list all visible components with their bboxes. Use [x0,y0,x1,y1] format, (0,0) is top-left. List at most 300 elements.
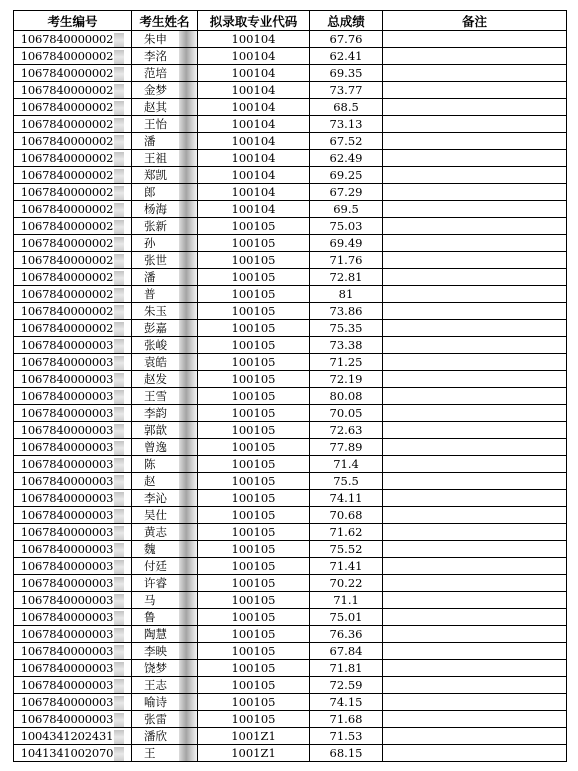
remarks [383,303,567,320]
candidate-name: 许睿 [144,576,167,590]
candidate-name-cell [132,541,198,558]
candidate-name: 饶梦 [144,661,167,675]
candidate-id-cell [14,184,132,201]
candidate-name-cell [132,694,198,711]
redaction-mask [114,84,124,98]
total-score: 72.81 [310,269,383,286]
total-score: 73.38 [310,337,383,354]
candidate-id-cell [14,728,132,745]
candidate-name-cell [132,150,198,167]
major-code: 100105 [198,592,310,609]
remarks [383,490,567,507]
remarks [383,524,567,541]
candidate-name-cell [132,218,198,235]
total-score: 69.25 [310,167,383,184]
candidate-id: 1067840000002 [20,321,114,335]
redaction-mask [114,458,124,472]
redaction-mask [179,405,197,421]
candidate-name: 王 [144,746,156,760]
candidate-id-cell [14,116,132,133]
redaction-mask [179,354,197,370]
candidate-id-cell [14,490,132,507]
header-remarks: 备注 [383,11,567,31]
remarks [383,354,567,371]
candidate-id-cell [14,354,132,371]
redaction-mask [179,48,197,64]
major-code: 100105 [198,711,310,728]
total-score: 76.36 [310,626,383,643]
redaction-mask [114,611,124,625]
candidate-id: 1067840000003 [20,593,114,607]
remarks [383,269,567,286]
redaction-mask [179,252,197,268]
remarks [383,371,567,388]
redaction-mask [114,254,124,268]
redaction-mask [114,543,124,557]
candidate-id: 1067840000002 [20,134,114,148]
candidate-id: 1067840000002 [20,100,114,114]
remarks [383,99,567,116]
candidate-name-cell [132,303,198,320]
redaction-mask [114,390,124,404]
table-row [14,133,567,150]
total-score: 71.4 [310,456,383,473]
redaction-mask [114,186,124,200]
candidate-id: 1067840000003 [20,389,114,403]
redaction-mask [179,201,197,217]
redaction-mask [179,728,197,744]
major-code: 100104 [198,133,310,150]
table-row [14,99,567,116]
candidate-name: 郑凯 [144,168,167,182]
remarks [383,31,567,48]
candidate-id-cell [14,48,132,65]
redaction-mask [114,594,124,608]
total-score: 67.52 [310,133,383,150]
candidate-id: 1067840000002 [20,287,114,301]
redaction-mask [114,441,124,455]
header-major-code: 拟录取专业代码 [198,11,310,31]
redaction-mask [114,237,124,251]
major-code: 100105 [198,694,310,711]
table-row [14,31,567,48]
redaction-mask [179,65,197,81]
total-score: 67.76 [310,31,383,48]
candidate-id-cell [14,201,132,218]
table-header-row [14,11,567,31]
redaction-mask [179,456,197,472]
candidate-name-cell [132,184,198,201]
total-score: 68.5 [310,99,383,116]
candidate-id-cell [14,65,132,82]
redaction-mask [179,371,197,387]
table-row [14,286,567,303]
remarks [383,235,567,252]
redaction-mask [114,424,124,438]
candidate-id: 1067840000003 [20,678,114,692]
candidate-id: 1067840000003 [20,542,114,556]
total-score: 69.5 [310,201,383,218]
remarks [383,337,567,354]
candidate-id: 1067840000003 [20,661,114,675]
table-row [14,711,567,728]
total-score: 72.19 [310,371,383,388]
candidate-id: 1067840000002 [20,117,114,131]
candidate-id: 1067840000003 [20,508,114,522]
remarks [383,184,567,201]
candidate-id: 1067840000003 [20,525,114,539]
candidate-name: 袁皓 [144,355,167,369]
candidate-id: 1067840000002 [20,202,114,216]
candidate-name: 张雷 [144,712,167,726]
candidate-id-cell [14,558,132,575]
redaction-mask [114,50,124,64]
total-score: 75.5 [310,473,383,490]
remarks [383,405,567,422]
redaction-mask [114,492,124,506]
candidate-name: 黄志 [144,525,167,539]
candidate-name-cell [132,116,198,133]
redaction-mask [179,303,197,319]
table-row [14,65,567,82]
major-code: 100104 [198,184,310,201]
candidate-id: 1067840000002 [20,219,114,233]
candidate-name: 赵其 [144,100,167,114]
candidate-name: 孙 [144,236,156,250]
candidate-id: 1067840000003 [20,423,114,437]
candidate-name: 金梦 [144,83,167,97]
major-code: 100105 [198,422,310,439]
candidate-name: 彭嘉 [144,321,167,335]
redaction-mask [114,322,124,336]
total-score: 74.11 [310,490,383,507]
redaction-mask [114,696,124,710]
candidate-name-cell [132,677,198,694]
candidate-name-cell [132,65,198,82]
remarks [383,65,567,82]
remarks [383,541,567,558]
candidate-name-cell [132,507,198,524]
redaction-mask [179,694,197,710]
remarks [383,320,567,337]
table-row [14,150,567,167]
table-row [14,524,567,541]
table-row [14,184,567,201]
table-row [14,745,567,762]
candidate-id: 1067840000002 [20,151,114,165]
candidate-name-cell [132,473,198,490]
table-row [14,575,567,592]
table-row [14,116,567,133]
major-code: 100105 [198,660,310,677]
major-code: 100105 [198,677,310,694]
redaction-mask [179,745,197,761]
remarks [383,592,567,609]
table-row [14,558,567,575]
major-code: 100104 [198,82,310,99]
remarks [383,558,567,575]
total-score: 70.05 [310,405,383,422]
major-code: 100105 [198,439,310,456]
total-score: 71.25 [310,354,383,371]
major-code: 100105 [198,218,310,235]
total-score: 67.84 [310,643,383,660]
total-score: 81 [310,286,383,303]
candidate-name-cell [132,286,198,303]
redaction-mask [179,133,197,149]
redaction-mask [114,560,124,574]
table-row [14,337,567,354]
redaction-mask [179,184,197,200]
redaction-mask [114,305,124,319]
remarks [383,456,567,473]
major-code: 100105 [198,303,310,320]
candidate-id-cell [14,711,132,728]
redaction-mask [114,628,124,642]
redaction-mask [114,407,124,421]
candidate-name-cell [132,626,198,643]
table-body [14,31,567,762]
major-code: 1001Z1 [198,745,310,762]
total-score: 69.49 [310,235,383,252]
candidate-name-cell [132,660,198,677]
major-code: 100104 [198,201,310,218]
candidate-name-cell [132,558,198,575]
major-code: 100105 [198,643,310,660]
total-score: 75.52 [310,541,383,558]
table-row [14,303,567,320]
table-row [14,422,567,439]
remarks [383,575,567,592]
candidate-name-cell [132,337,198,354]
candidate-name-cell [132,745,198,762]
candidate-id: 1067840000003 [20,474,114,488]
total-score: 62.49 [310,150,383,167]
header-total-score: 总成绩 [310,11,383,31]
candidate-id-cell [14,218,132,235]
redaction-mask [179,82,197,98]
redaction-mask [179,473,197,489]
remarks [383,728,567,745]
major-code: 100105 [198,337,310,354]
candidate-name-cell [132,82,198,99]
redaction-mask [179,711,197,727]
candidate-name: 王雪 [144,389,167,403]
candidate-id: 1067840000003 [20,644,114,658]
candidate-name: 李沁 [144,491,167,505]
table-row [14,388,567,405]
total-score: 71.53 [310,728,383,745]
candidate-id-cell [14,320,132,337]
candidate-name: 郎 [144,185,156,199]
redaction-mask [179,218,197,234]
admission-score-table [13,10,567,762]
candidate-id-cell [14,524,132,541]
redaction-mask [179,167,197,183]
major-code: 100105 [198,558,310,575]
candidate-id: 1067840000003 [20,610,114,624]
total-score: 71.62 [310,524,383,541]
major-code: 100105 [198,388,310,405]
major-code: 100105 [198,473,310,490]
major-code: 100105 [198,490,310,507]
candidate-id-cell [14,422,132,439]
candidate-name: 付廷 [144,559,167,573]
table-row [14,677,567,694]
candidate-name: 马 [144,593,156,607]
candidate-id-cell [14,252,132,269]
candidate-name: 杨海 [144,202,167,216]
candidate-id-cell [14,303,132,320]
redaction-mask [114,33,124,47]
major-code: 100105 [198,320,310,337]
candidate-name: 潘 [144,270,156,284]
major-code: 100105 [198,575,310,592]
candidate-id-cell [14,694,132,711]
remarks [383,201,567,218]
total-score: 70.22 [310,575,383,592]
remarks [383,252,567,269]
candidate-name-cell [132,167,198,184]
total-score: 69.35 [310,65,383,82]
candidate-id-cell [14,235,132,252]
redaction-mask [114,509,124,523]
redaction-mask [179,286,197,302]
candidate-name: 张新 [144,219,167,233]
redaction-mask [179,31,197,47]
major-code: 1001Z1 [198,728,310,745]
candidate-id: 1067840000003 [20,372,114,386]
table-row [14,235,567,252]
remarks [383,694,567,711]
candidate-name: 李映 [144,644,167,658]
candidate-id-cell [14,626,132,643]
candidate-name-cell [132,99,198,116]
remarks [383,150,567,167]
candidate-name: 潘欣 [144,729,167,743]
redaction-mask [114,203,124,217]
candidate-name-cell [132,524,198,541]
major-code: 100105 [198,371,310,388]
candidate-id-cell [14,745,132,762]
candidate-id-cell [14,677,132,694]
redaction-mask [114,169,124,183]
remarks [383,286,567,303]
candidate-id: 1067840000003 [20,559,114,573]
candidate-id: 1041341002070 [20,746,114,760]
candidate-id-cell [14,269,132,286]
major-code: 100105 [198,235,310,252]
candidate-id: 1067840000003 [20,406,114,420]
candidate-name: 赵发 [144,372,167,386]
table-row [14,626,567,643]
candidate-name: 喻诗 [144,695,167,709]
candidate-id: 1067840000002 [20,185,114,199]
candidate-name: 张峻 [144,338,167,352]
redaction-mask [179,388,197,404]
table-row [14,694,567,711]
redaction-mask [114,645,124,659]
candidate-id: 1067840000003 [20,576,114,590]
table-row [14,218,567,235]
redaction-mask [114,577,124,591]
table-row [14,592,567,609]
candidate-name-cell [132,31,198,48]
candidate-name: 范培 [144,66,167,80]
candidate-id: 1004341202431 [20,729,114,743]
candidate-id: 1067840000003 [20,355,114,369]
redaction-mask [114,101,124,115]
table-row [14,48,567,65]
candidate-id: 1067840000002 [20,83,114,97]
table-row [14,269,567,286]
candidate-name-cell [132,388,198,405]
remarks [383,218,567,235]
candidate-name-cell [132,405,198,422]
table-row [14,167,567,184]
remarks [383,677,567,694]
candidate-name-cell [132,643,198,660]
candidate-name: 曾逸 [144,440,167,454]
candidate-name-cell [132,592,198,609]
redaction-mask [179,235,197,251]
candidate-name-cell [132,371,198,388]
candidate-id: 1067840000003 [20,440,114,454]
redaction-mask [179,422,197,438]
total-score: 72.63 [310,422,383,439]
candidate-name: 王祖 [144,151,167,165]
remarks [383,422,567,439]
table-row [14,354,567,371]
candidate-id-cell [14,541,132,558]
candidate-name: 魏 [144,542,156,556]
remarks [383,82,567,99]
remarks [383,116,567,133]
candidate-name-cell [132,320,198,337]
total-score: 71.76 [310,252,383,269]
remarks [383,626,567,643]
redaction-mask [179,507,197,523]
candidate-name: 鲁 [144,610,156,624]
total-score: 75.03 [310,218,383,235]
remarks [383,643,567,660]
candidate-id-cell [14,507,132,524]
total-score: 70.68 [310,507,383,524]
candidate-name-cell [132,711,198,728]
candidate-id: 1067840000003 [20,695,114,709]
redaction-mask [179,626,197,642]
total-score: 71.41 [310,558,383,575]
table-row [14,405,567,422]
table-row [14,371,567,388]
table-row [14,643,567,660]
remarks [383,507,567,524]
candidate-id: 1067840000002 [20,236,114,250]
candidate-id-cell [14,660,132,677]
candidate-id-cell [14,456,132,473]
candidate-name-cell [132,422,198,439]
remarks [383,48,567,65]
redaction-mask [179,677,197,693]
major-code: 100104 [198,99,310,116]
redaction-mask [179,558,197,574]
candidate-id-cell [14,609,132,626]
table-row [14,82,567,99]
candidate-id: 1067840000003 [20,457,114,471]
redaction-mask [114,356,124,370]
total-score: 68.15 [310,745,383,762]
remarks [383,167,567,184]
